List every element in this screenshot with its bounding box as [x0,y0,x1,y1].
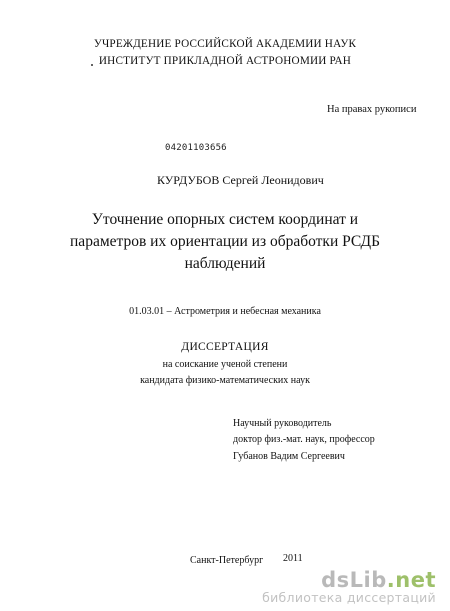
dissertation-subtitle-2: кандидата физико-математических наук [140,375,310,386]
specialty: 01.03.01 – Астрометрия и небесная механика [129,306,321,317]
author-name: КУРДУБОВ Сергей Леонидович [157,173,324,187]
watermark-brand-main: dsLib [321,568,387,592]
catalog-code: 04201103656 [165,143,227,153]
institution-line-1: УЧРЕЖДЕНИЕ РОССИЙСКОЙ АКАДЕМИИ НАУК [93,38,357,50]
watermark-brand [262,569,436,591]
dslib-watermark [262,569,436,605]
institution-line-2: ИНСТИТУТ ПРИКЛАДНОЙ АСТРОНОМИИ РАН [98,55,352,67]
footer-city: Санкт-Петербург [190,555,264,566]
supervisor-degree: доктор физ.-мат. наук, профессор [233,434,375,445]
title-line-2: параметров их ориентации из обработки РСДБ [70,233,380,250]
watermark-brand-suffix: .net [386,568,436,592]
dissertation-heading: ДИССЕРТАЦИЯ [181,341,269,353]
dissertation-subtitle-1: на соискание ученой степени [162,359,288,370]
scan-speck [91,64,93,66]
title-line-3: наблюдений [184,255,266,272]
footer-year: 2011 [283,553,303,564]
title-line-1: Уточнение опорных систем координат и [91,211,359,228]
watermark-tagline: библиотека диссертаций [262,590,436,605]
supervisor-label: Научный руководитель [233,418,332,429]
supervisor-name: Губанов Вадим Сергеевич [233,451,345,462]
rights-note: На правах рукописи [327,104,417,115]
